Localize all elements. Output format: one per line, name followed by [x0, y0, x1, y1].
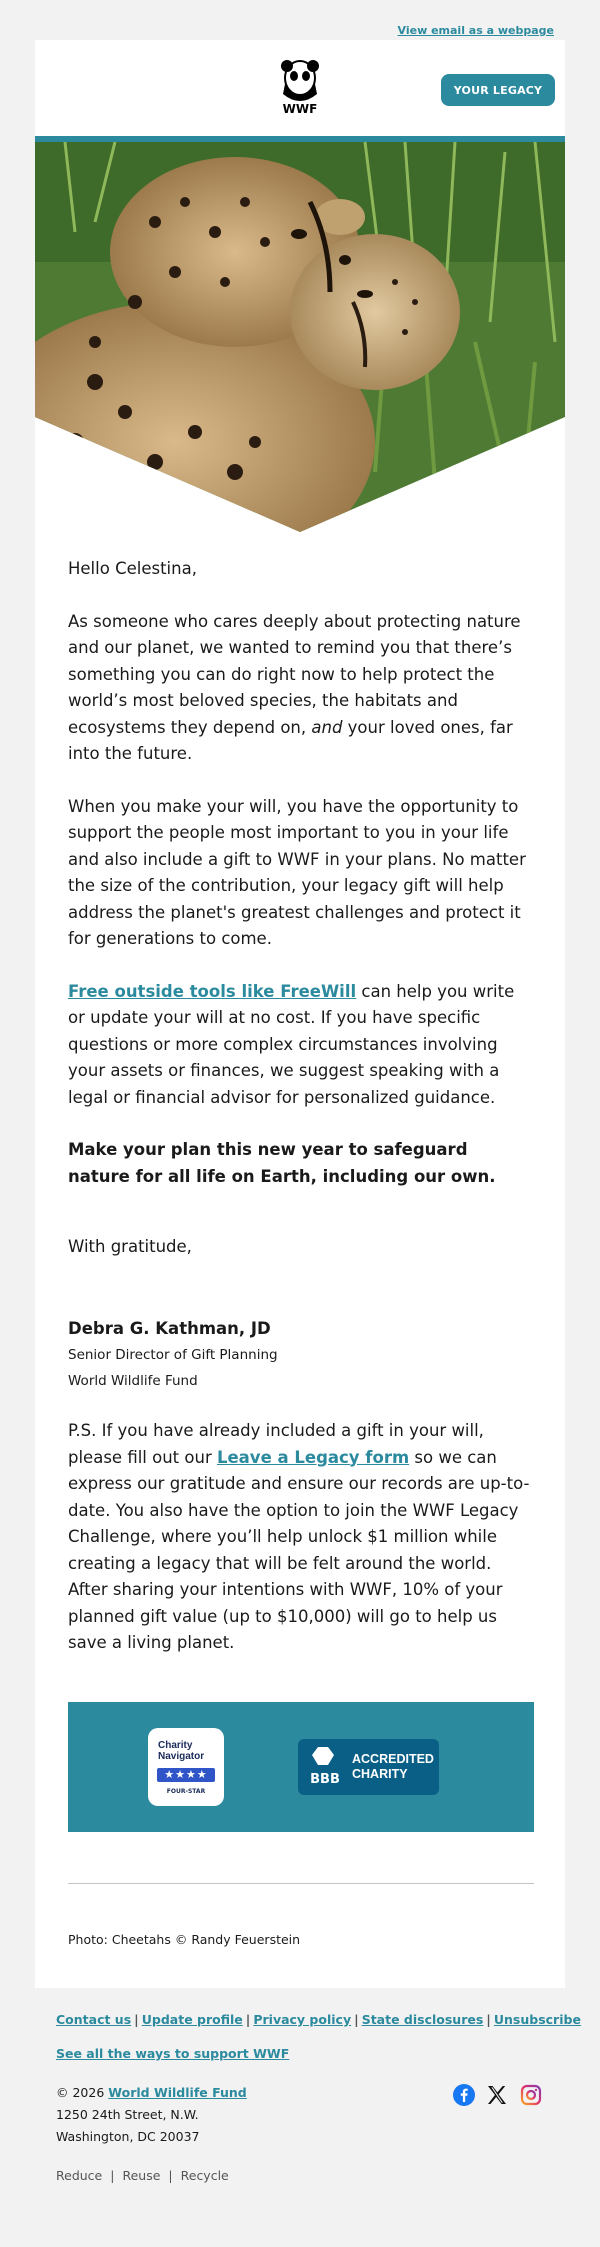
cn-stars: ★★★★	[157, 1768, 215, 1782]
reduce-reuse-recycle: Reduce | Reuse | Recycle	[56, 2168, 229, 2183]
paragraph-call-to-action: Make your plan this new year to safeguard nature for all life on Earth, including our own.	[68, 1140, 496, 1186]
signature-name: Debra G. Kathman, JD	[68, 1318, 271, 1338]
contact-us-link[interactable]: Contact us	[56, 2012, 132, 2027]
top-bar	[0, 0, 600, 40]
greeting: Hello Celestina,	[68, 559, 197, 578]
state-disclosures-link[interactable]: State disclosures	[361, 2012, 484, 2027]
update-profile-link[interactable]: Update profile	[141, 2012, 243, 2027]
wwf-org-link[interactable]: World Wildlife Fund	[108, 2085, 247, 2100]
trust-badges-banner	[68, 1702, 534, 1832]
unsubscribe-link[interactable]: Unsubscribe	[493, 2012, 581, 2027]
cn-rating: FOUR-STAR	[166, 1788, 206, 1795]
email-header	[35, 40, 565, 136]
photo-credit: Photo: Cheetahs © Randy Feuerstein	[68, 1932, 301, 1947]
signature-title: Senior Director of Gift Planning	[68, 1347, 278, 1363]
email-body	[68, 556, 534, 1683]
facebook-icon[interactable]	[453, 2084, 475, 2106]
closing: With gratitude,	[68, 1237, 192, 1256]
hero-image-cheetahs	[35, 142, 565, 532]
bbb-torch-icon	[306, 1745, 344, 1789]
signature	[68, 1316, 534, 1395]
footer-links: Contact us | Update profile | Privacy policy | State disclosures | Unsubscribe	[56, 2012, 581, 2027]
view-as-webpage-link[interactable]: View email as a webpage	[397, 24, 554, 37]
signature-org: World Wildlife Fund	[68, 1373, 198, 1389]
paragraph-ps: P.S. If you have already included a gift in your will, please fill out our Leave a Legacy form so we can express our gratitude and ensure our records are up-to-date. You also have the option to join the WWF Legacy Challenge, where you’ll help unlock $1 million while creating a legacy that will be felt around the world. After sharing your intentions with WWF, 10% of your planned gift value (up to $10,000) will go to help us save a living planet.	[68, 1421, 530, 1652]
privacy-policy-link[interactable]: Privacy policy	[253, 2012, 352, 2027]
svg-text:BBB: BBB	[310, 1772, 340, 1787]
x-icon[interactable]	[486, 2084, 508, 2106]
paragraph-freewill: Free outside tools like FreeWill can help you write or update your will at no cost. If you have specific questions or more complex circumstances involving your assets or finances, we suggest speaking with a legal or financial advisor for personalized guidance.	[68, 981, 515, 1107]
divider	[68, 1883, 534, 1884]
paragraph-intro: As someone who cares deeply about protecting nature and our planet, we wanted to remind you that there’s something you can do right now to help protect the world’s most beloved species, the habitats and ecosystems they depend on, and your loved ones, far into the future.	[68, 611, 521, 763]
support-wwf-link[interactable]: See all the ways to support WWF	[56, 2046, 290, 2061]
wwf-logo-text: WWF	[282, 102, 318, 116]
charity-navigator-badge[interactable]: Charity Navigator ★★★★ FOUR-STAR	[148, 1728, 224, 1806]
instagram-icon[interactable]	[520, 2084, 542, 2106]
bbb-accredited-badge[interactable]: BBB ACCREDITED CHARITY	[298, 1739, 439, 1795]
leave-a-legacy-link[interactable]: Leave a Legacy form	[216, 1447, 410, 1467]
paragraph-will: When you make your will, you have the opportunity to support the people most important to you in your life and also include a gift to WWF in your plans. No matter the size of the contribution, your legacy gift will help address the planet's greatest challenges and protect it for generations to come.	[68, 796, 526, 948]
email-card	[35, 40, 565, 1988]
your-legacy-button[interactable]: YOUR LEGACY	[441, 74, 555, 106]
wwf-panda-logo[interactable]	[277, 58, 323, 116]
freewill-link[interactable]: Free outside tools like FreeWill	[68, 981, 357, 1001]
footer-address: © 2026 World Wildlife Fund 1250 24th Street, N.W. Washington, DC 20037	[56, 2085, 247, 2144]
